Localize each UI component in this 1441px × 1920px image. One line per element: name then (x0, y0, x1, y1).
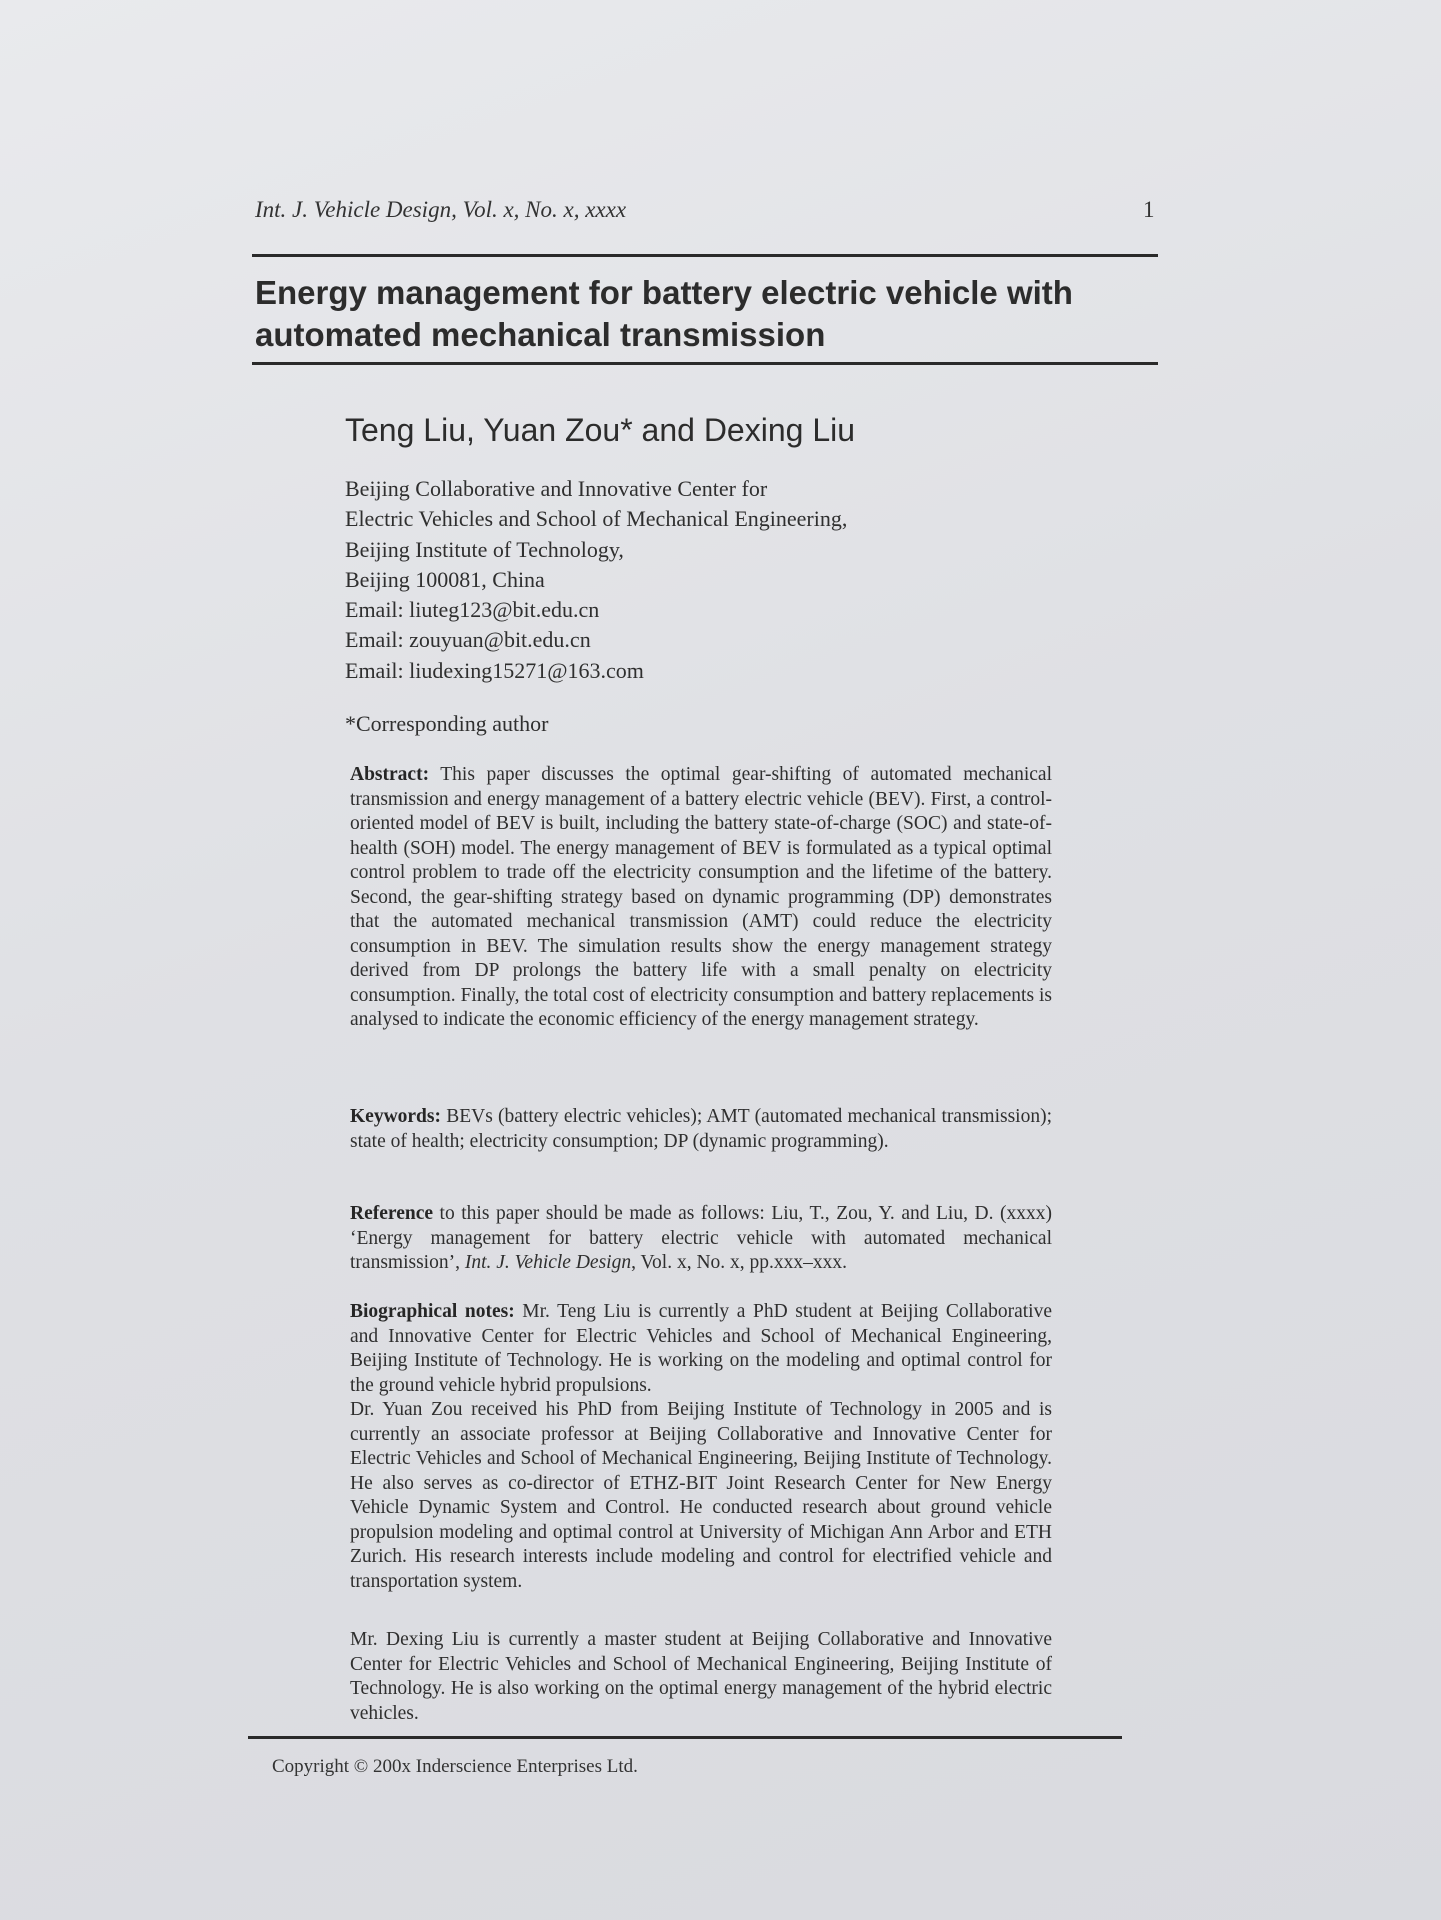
affiliation-line: Beijing Institute of Technology, (345, 536, 624, 562)
keywords (350, 1105, 1052, 1154)
bio-teng-liu: Mr. Teng Liu is currently a PhD student at Beijing Collaborative and Innovative Center for Electric Vehicles and School of Mechanical Engineering, Beijing Institute of Technology. He is working on the modeling and optimal control for the ground vehicle hybrid propulsions. (350, 1301, 1052, 1396)
email-line: Email: zouyuan@bit.edu.cn (345, 627, 591, 653)
affiliation-line: Beijing 100081, China (345, 566, 545, 592)
reference-journal: Int. J. Vehicle Design (464, 1252, 632, 1273)
page-number: 1 (1143, 197, 1155, 222)
top-rule (252, 254, 1158, 257)
keywords-text: BEVs (battery electric vehicles); AMT (automated mechanical transmission); state of health; electricity consumption; DP (dynamic programming). (350, 1106, 1053, 1152)
journal-header: Int. J. Vehicle Design, Vol. x, No. x, xxxx (255, 197, 627, 222)
bio-label: Biographical notes: (350, 1301, 515, 1322)
bio-notes-3 (350, 1628, 1052, 1726)
reference-note (350, 1202, 1052, 1276)
affiliation-line: Electric Vehicles and School of Mechanical Engineering, (345, 506, 848, 532)
affiliation (345, 474, 847, 686)
email-line: Email: liudexing15271@163.com (345, 657, 644, 683)
keywords-label: Keywords: (350, 1106, 441, 1127)
author-list: Teng Liu, Yuan Zou* and Dexing Liu (345, 412, 856, 448)
corresponding-author-note: *Corresponding author (345, 711, 549, 736)
bio-notes-1 (350, 1300, 1052, 1398)
abstract-label: Abstract: (350, 764, 430, 785)
copyright: Copyright © 200x Inderscience Enterprises Ltd. (272, 1756, 638, 1777)
title-rule (252, 362, 1158, 365)
affiliation-line: Beijing Collaborative and Innovative Center for (345, 476, 768, 501)
footer-rule (248, 1736, 1122, 1739)
abstract-text: This paper discusses the optimal gear-shifting of automated mechanical transmission and energy management of a battery electric vehicle (BEV). First, a control-oriented model of BEV is built, including the battery state-of-charge (SOC) and state-of-health (SOH) model. The energy management of BEV is formulated as a typical optimal control problem to trade off the electricity consumption and the lifetime of the battery. Second, the gear-shifting strategy based on dynamic programming (DP) demonstrates that the automated mechanical transmission (AMT) could reduce the electricity consumption in BEV. The simulation results show the energy management strategy derived from DP prolongs the battery life with a small penalty on electricity consumption. Finally, the total cost of electricity consumption and battery replacements is analysed to indicate the economic efficiency of the energy management strategy. (350, 764, 1052, 1030)
bio-dexing-liu: Mr. Dexing Liu is currently a master student at Beijing Collaborative and Innovative Center for Electric Vehicles and School of Mechanical Engineering, Beijing Institute of Technology. He is also working on the optimal energy management of the hybrid electric vehicles. (350, 1629, 1052, 1724)
paper-title: Energy management for battery electric vehicle with automated mechanical transmission (255, 274, 1073, 353)
reference-tail: , Vol. x, No. x, pp.xxx–xxx. (631, 1252, 848, 1273)
reference-label: Reference (350, 1203, 433, 1224)
bio-notes-2 (350, 1398, 1052, 1594)
email-line: Email: liuteg123@bit.edu.cn (345, 597, 600, 623)
reference-text: to this paper should be made as follows: Liu, T., Zou, Y. and Liu, D. (xxxx) ‘Energy management for battery electric vehicle with automated mechanical transmission’, (350, 1203, 1052, 1273)
bio-yuan-zou: Dr. Yuan Zou received his PhD from Beijing Institute of Technology in 2005 and is currently an associate professor at Beijing Collaborative and Innovative Center for Electric Vehicles and School of Mechanical Engineering, Beijing Institute of Technology. He also serves as co-director of ETHZ-BIT Joint Research Center for New Energy Vehicle Dynamic System and Control. He conducted research about ground vehicle propulsion modeling and optimal control at University of Michigan Ann Arbor and ETH Zurich. His research interests include modeling and control for electrified vehicle and transportation system. (350, 1399, 1052, 1592)
abstract (350, 763, 1052, 1033)
